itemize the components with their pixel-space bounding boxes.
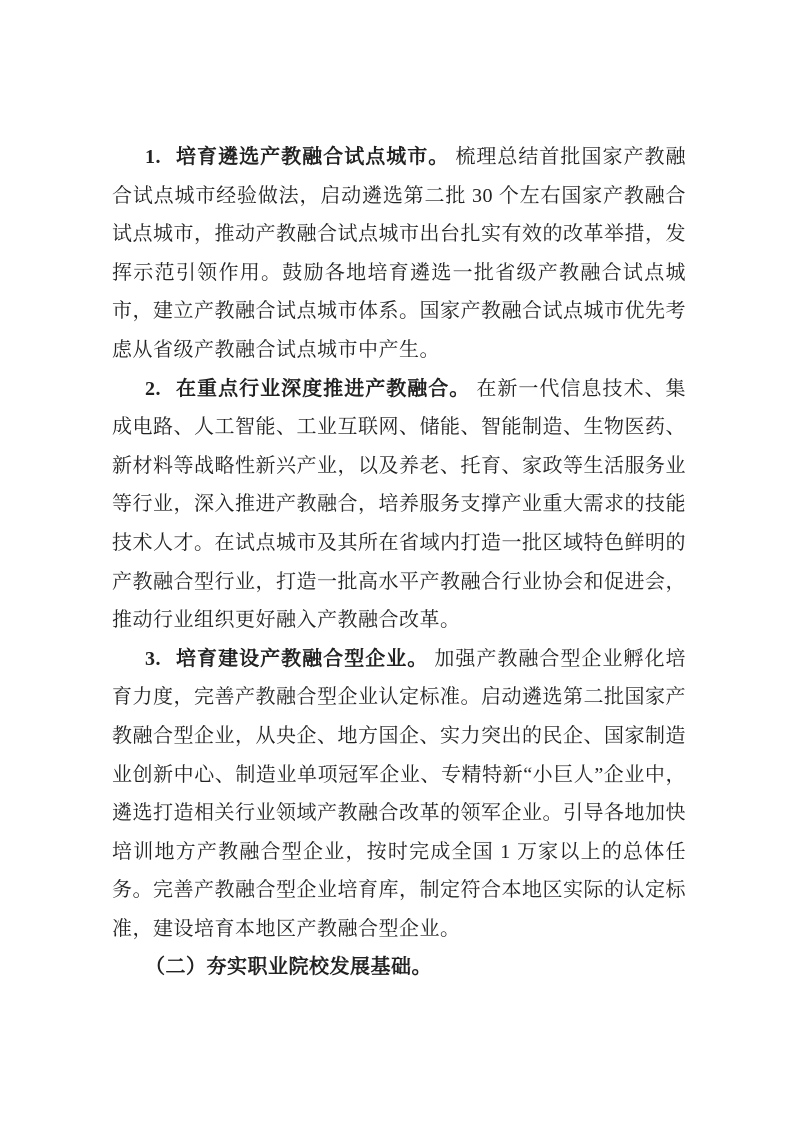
numbered-paragraph-3	[112, 640, 686, 949]
document-text-block	[112, 138, 686, 987]
numbered-paragraph-2	[112, 370, 686, 640]
paragraph-lead-heading: 培育建设产教融合型企业。	[176, 647, 429, 670]
paragraph-body: 梳理总结首批国家产教融合试点城市经验做法，启动遴选第二批 30 个左右国家产教融合试点城市，推动产教融合试点城市出台扎实有效的改革举措，发挥示范引领作用。鼓励各地培育遴选一批省级产教融合试点城市，建立产教融合试点城市体系。国家产教融合试点城市优先考虑从省级产教融合试点城市中产生。	[112, 146, 687, 361]
paragraph-number: 2.	[145, 377, 161, 400]
paragraph-body: 在新一代信息技术、集成电路、人工智能、工业互联网、储能、智能制造、生物医药、新材料等战略性新兴产业，以及养老、托育、家政等生活服务业等行业，深入推进产教融合，培养服务支撑产业重大需求的技能技术人才。在试点城市及其所在省域内打造一批区域特色鲜明的产教融合型行业，打造一批高水平产教融合行业协会和促进会，推动行业组织更好融入产教融合改革。	[112, 377, 687, 632]
paragraph-number: 3.	[145, 647, 161, 670]
paragraph-lead-heading: 培育遴选产教融合试点城市。	[176, 146, 450, 168]
paragraph-lead-heading: 在重点行业深度推进产教融合。	[176, 377, 471, 400]
paragraph-number: 1.	[145, 146, 161, 168]
section-subheading: （二）夯实职业院校发展基础。	[145, 956, 432, 979]
numbered-paragraph-1	[112, 138, 686, 370]
paragraph-body: 加强产教融合型企业孵化培育力度，完善产教融合型企业认定标准。启动遴选第二批国家产教融合型企业，从央企、地方国企、实力突出的民企、国家制造业创新中心、制造业单项冠军企业、专精特新“小巨人”企业中，遴选打造相关行业领域产教融合改革的领军企业。引导各地加快培训地方产教融合型企业，按时完成全国 1 万家以上的总体任务。完善产教融合型企业培育库，制定符合本地区实际的认定标准，建设培育本地区产教融合型企业。	[112, 647, 687, 940]
